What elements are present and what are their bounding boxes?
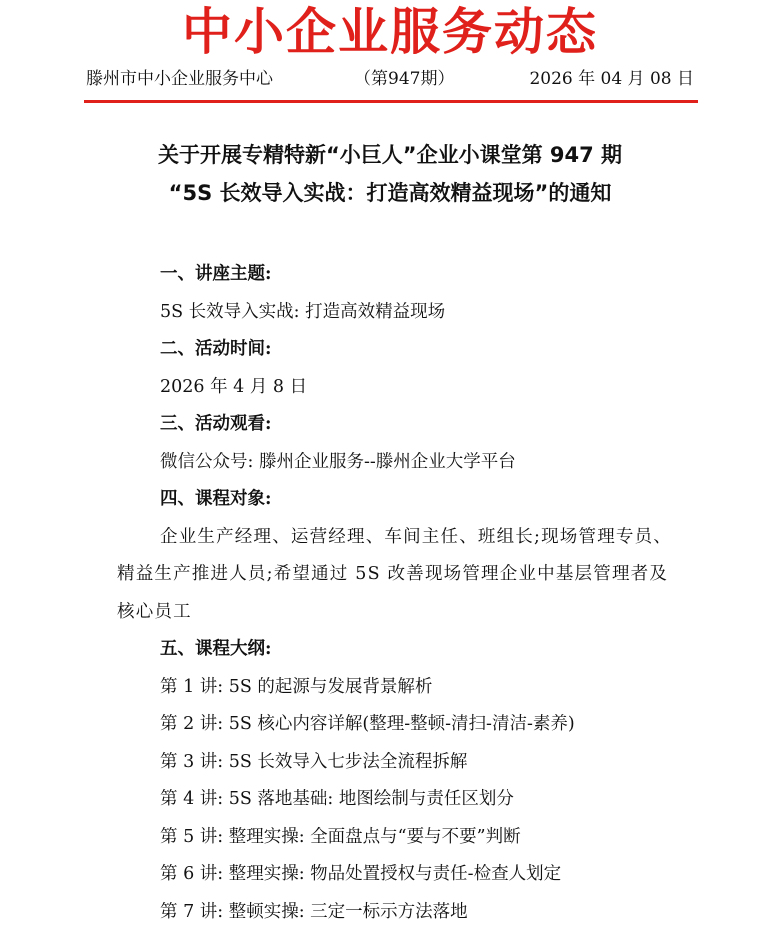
notice-body	[117, 256, 677, 931]
notice-title-line-2: “5S 长效导入实战：打造高效精益现场”的通知	[0, 178, 780, 208]
outline-item: 第 3 讲: 5S 长效导入七步法全流程拆解	[117, 744, 677, 782]
watch-text: 微信公众号: 滕州企业服务--滕州企业大学平台	[117, 444, 677, 482]
time-text: 2026 年 4 月 8 日	[117, 369, 677, 407]
section-heading-topic: 一、讲座主题:	[117, 256, 677, 294]
outline-item: 第 5 讲: 整理实操: 全面盘点与“要与不要”判断	[117, 819, 677, 857]
issue-line	[86, 67, 694, 91]
section-heading-audience: 四、课程对象:	[117, 481, 677, 519]
issuing-organization: 滕州市中小企业服务中心	[86, 67, 273, 91]
outline-item: 第 7 讲: 整顿实操: 三定一标示方法落地	[117, 894, 677, 931]
outline-item: 第 4 讲: 5S 落地基础: 地图绘制与责任区划分	[117, 781, 677, 819]
notice-title-line-1: 关于开展专精特新“小巨人”企业小课堂第 947 期	[0, 140, 780, 170]
issue-date: 2026 年 04 月 08 日	[529, 67, 694, 91]
section-heading-watch: 三、活动观看:	[117, 406, 677, 444]
masthead-title: 中小企业服务动态	[0, 2, 780, 62]
outline-item: 第 1 讲: 5S 的起源与发展背景解析	[117, 669, 677, 707]
audience-text: 企业生产经理、运营经理、车间主任、班组长;现场管理专员、精益生产推进人员;希望通过 5S 改善现场管理企业中基层管理者及核心员工	[117, 519, 677, 632]
outline-item: 第 2 讲: 5S 核心内容详解(整理-整顿-清扫-清洁-素养)	[117, 706, 677, 744]
section-heading-outline: 五、课程大纲:	[117, 631, 677, 669]
red-divider-rule	[84, 100, 698, 103]
issue-number: （第947期）	[354, 67, 454, 91]
topic-text: 5S 长效导入实战: 打造高效精益现场	[117, 294, 677, 332]
outline-item: 第 6 讲: 整理实操: 物品处置授权与责任-检查人划定	[117, 856, 677, 894]
section-heading-time: 二、活动时间:	[117, 331, 677, 369]
